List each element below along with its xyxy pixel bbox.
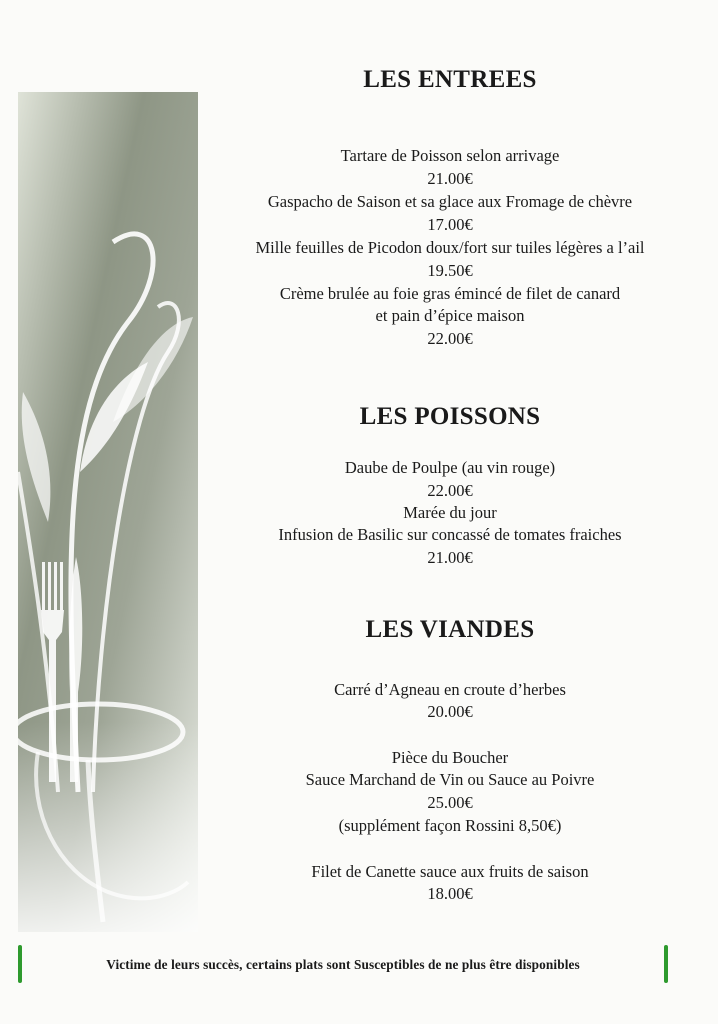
availability-notice: Victime de leurs succès, certains plats sont Susceptibles de ne plus être disponibles <box>106 957 580 972</box>
viande-price: 18.00€ <box>427 884 473 903</box>
poisson-line: Marée du jour <box>403 503 497 522</box>
entree-price: 19.50€ <box>427 261 473 280</box>
entree-line: Crème brulée au foie gras émincé de filet de canard <box>279 284 621 303</box>
entree-line: Gaspacho de Saison et sa glace aux Fromage de chèvre <box>267 192 633 211</box>
right-bracket-decoration <box>664 945 668 983</box>
viande-price: 20.00€ <box>427 702 473 721</box>
plant-fork-illustration <box>18 92 198 932</box>
footer-notice <box>18 945 668 987</box>
viande-line: (supplément façon Rossini 8,50€) <box>338 816 562 835</box>
section-title-entrees: LES ENTREES <box>363 66 537 93</box>
viande-line: Filet de Canette sauce aux fruits de saison <box>311 862 589 881</box>
poisson-line: Infusion de Basilic sur concassé de tomates fraiches <box>278 525 622 544</box>
poisson-line: Daube de Poulpe (au vin rouge) <box>344 458 556 477</box>
entree-price: 21.00€ <box>427 169 473 188</box>
section-title-viandes: LES VIANDES <box>365 616 535 643</box>
entree-price: 17.00€ <box>427 215 473 234</box>
viande-price: 25.00€ <box>427 793 473 812</box>
poisson-price: 21.00€ <box>427 548 473 567</box>
poisson-price: 22.00€ <box>427 481 473 500</box>
entree-line: et pain d’épice maison <box>375 306 525 325</box>
viande-line: Pièce du Boucher <box>391 748 509 767</box>
entree-line: Tartare de Poisson selon arrivage <box>340 146 560 165</box>
entree-price: 22.00€ <box>427 329 473 348</box>
viande-line: Carré d’Agneau en croute d’herbes <box>334 680 566 699</box>
entree-line: Mille feuilles de Picodon doux/fort sur tuiles légères a l’ail <box>255 238 645 257</box>
left-bracket-decoration <box>18 945 22 983</box>
viande-line: Sauce Marchand de Vin ou Sauce au Poivre <box>305 770 595 789</box>
section-title-poissons: LES POISSONS <box>359 403 541 430</box>
decorative-side-illustration <box>18 92 198 932</box>
